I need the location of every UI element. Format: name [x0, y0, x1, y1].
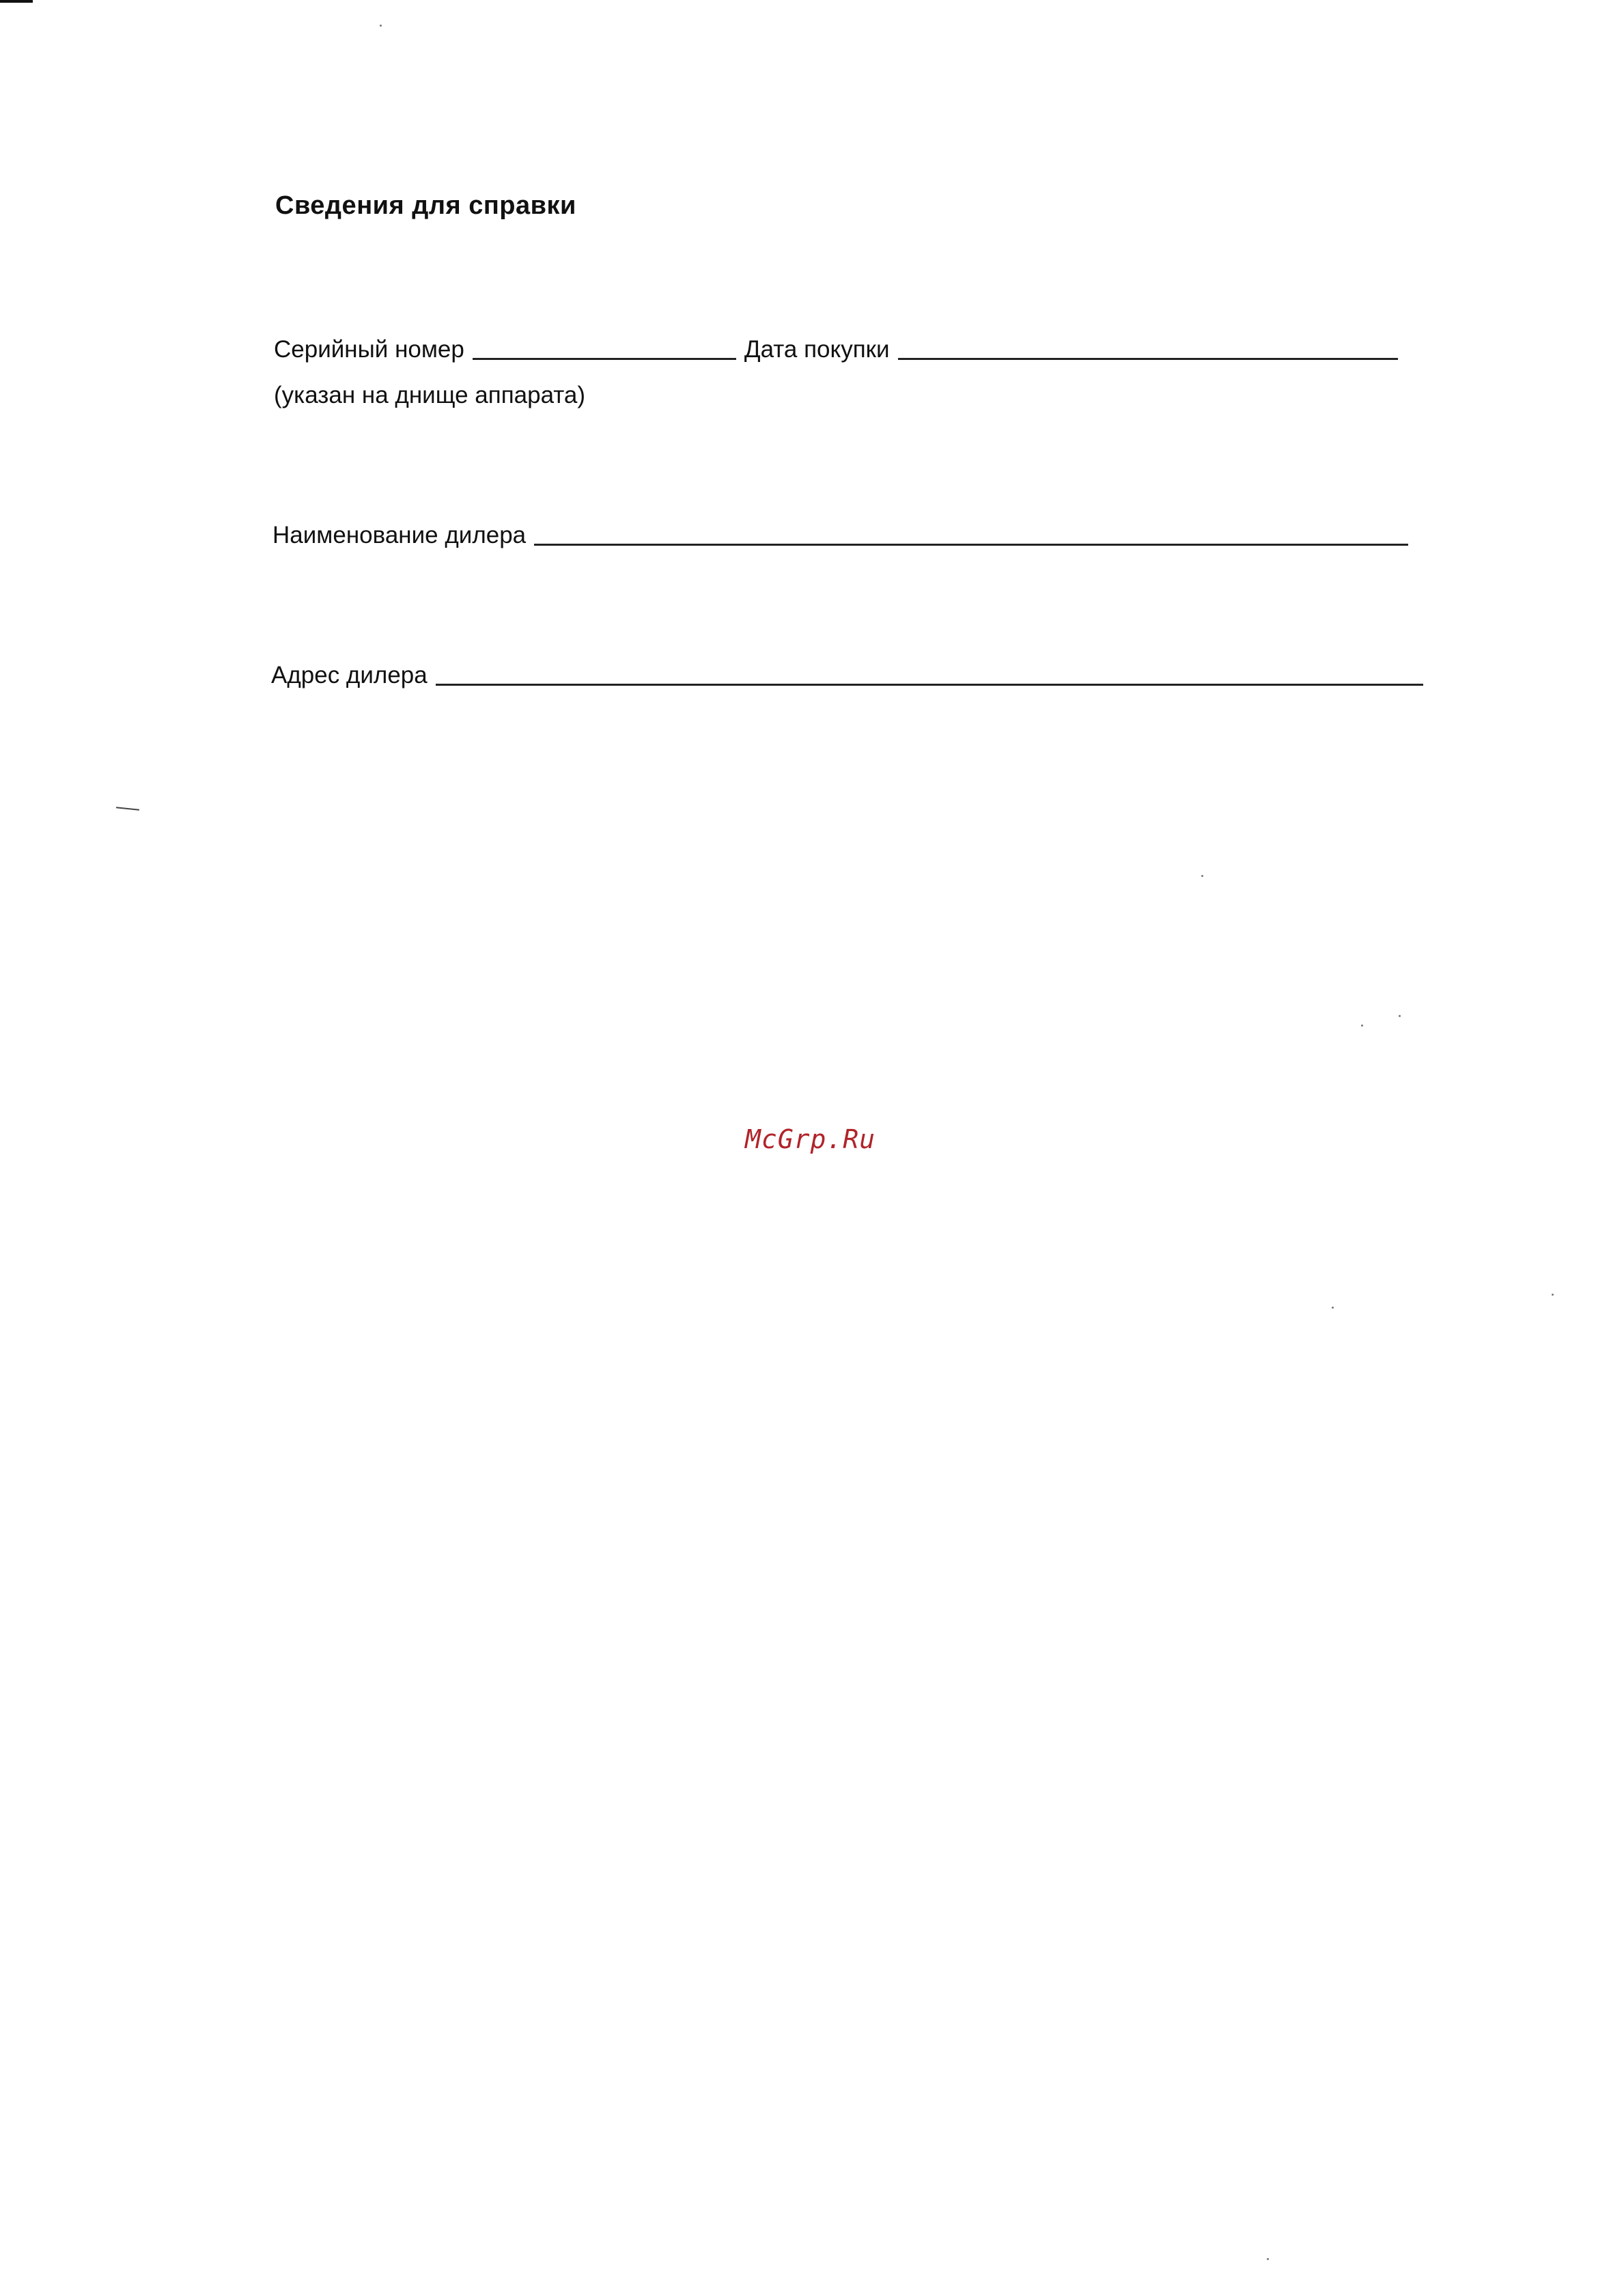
scan-margin-mark: [116, 807, 139, 811]
dealer-address-field[interactable]: [436, 684, 1423, 686]
watermark: McGrp.Ru: [745, 1124, 876, 1154]
page-title: Сведения для справки: [275, 191, 576, 220]
dealer-name-row: [272, 523, 1448, 547]
dealer-name-label: Наименование дилера: [272, 522, 527, 548]
dealer-address-row: [271, 663, 1448, 687]
scan-speck: [380, 25, 382, 27]
scan-speck: [1399, 1015, 1401, 1017]
dealer-name-field[interactable]: [534, 544, 1408, 546]
scan-speck: [1201, 875, 1203, 877]
scan-speck: [1332, 1307, 1334, 1309]
scan-speck: [1552, 1294, 1554, 1296]
serial-number-label: Серийный номер: [274, 336, 464, 363]
scan-speck: [1267, 2258, 1269, 2260]
dealer-address-label: Адрес дилера: [271, 662, 428, 688]
purchase-date-field[interactable]: [898, 358, 1398, 360]
scan-corner-mark: [0, 0, 33, 3]
serial-date-row: [274, 337, 1448, 361]
serial-number-field[interactable]: [473, 358, 736, 360]
serial-number-note: (указан на днище аппарата): [274, 382, 586, 408]
purchase-date-label: Дата покупки: [744, 336, 890, 363]
scan-speck: [1361, 1025, 1363, 1027]
